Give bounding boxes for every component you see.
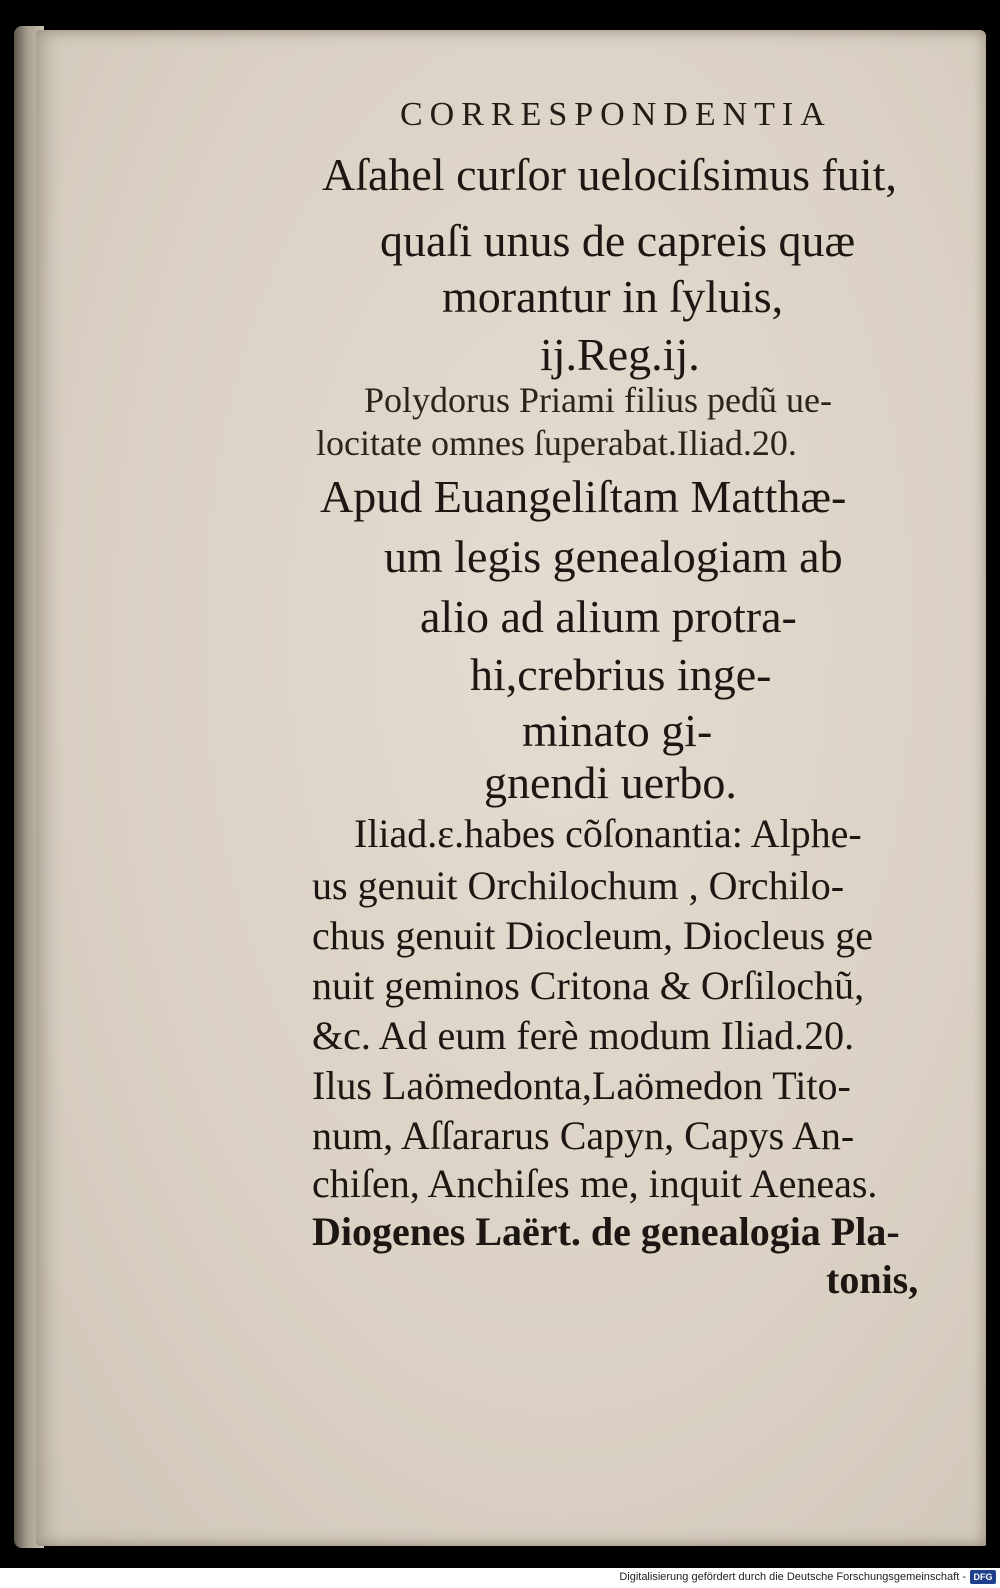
text-line: gnendi uerbo.	[484, 757, 737, 808]
text-line: num, Aſſararus Capyn, Capys An-	[312, 1113, 855, 1158]
text-line: morantur in ſyluis,	[442, 271, 784, 322]
text-line: quaſi unus de capreis quæ	[380, 215, 856, 266]
text-line: um legis genealogiam ab	[384, 531, 843, 582]
footer-bar	[0, 1568, 1000, 1588]
text-line: hi,crebrius inge-	[470, 649, 772, 700]
text-line: nuit geminos Critona & Orſilochũ,	[312, 963, 865, 1008]
text-line: chiſen, Anchiſes me, inquit Aeneas.	[312, 1161, 878, 1206]
text-line: &c. Ad eum ferè modum Iliad.20.	[312, 1013, 855, 1058]
text-line: chus genuit Diocleum, Diocleus ge	[312, 913, 873, 958]
text-line: Apud Euangeliſtam Matthæ-	[320, 471, 847, 522]
text-line: ij.Reg.ij.	[540, 329, 700, 380]
text-line: Aſahel curſor uelociſsimus fuit,	[322, 149, 897, 200]
text-line: Iliad.ε.habes cõſonantia: Alphe-	[354, 811, 862, 856]
text-line: minato gi-	[522, 705, 713, 756]
text-line: Ilus Laömedonta,Laömedon Tito-	[312, 1063, 851, 1108]
dfg-logo: DFG	[970, 1570, 996, 1584]
text-line: Diogenes Laërt. de genealogia Pla-	[312, 1209, 900, 1254]
footer-credit: Digitalisierung gefördert durch die Deutsche Forschungsgemeinschaft -	[619, 1571, 966, 1583]
text-line: alio ad alium protra-	[420, 591, 797, 642]
text-line: locitate omnes ſuperabat.Iliad.20.	[316, 423, 797, 463]
text-line: us genuit Orchilochum , Orchilo-	[312, 863, 845, 908]
text-line: Polydorus Priami filius pedũ ue-	[364, 380, 832, 420]
running-head: CORRESPONDENTIA	[400, 96, 832, 133]
catchword: tonis,	[826, 1257, 919, 1302]
